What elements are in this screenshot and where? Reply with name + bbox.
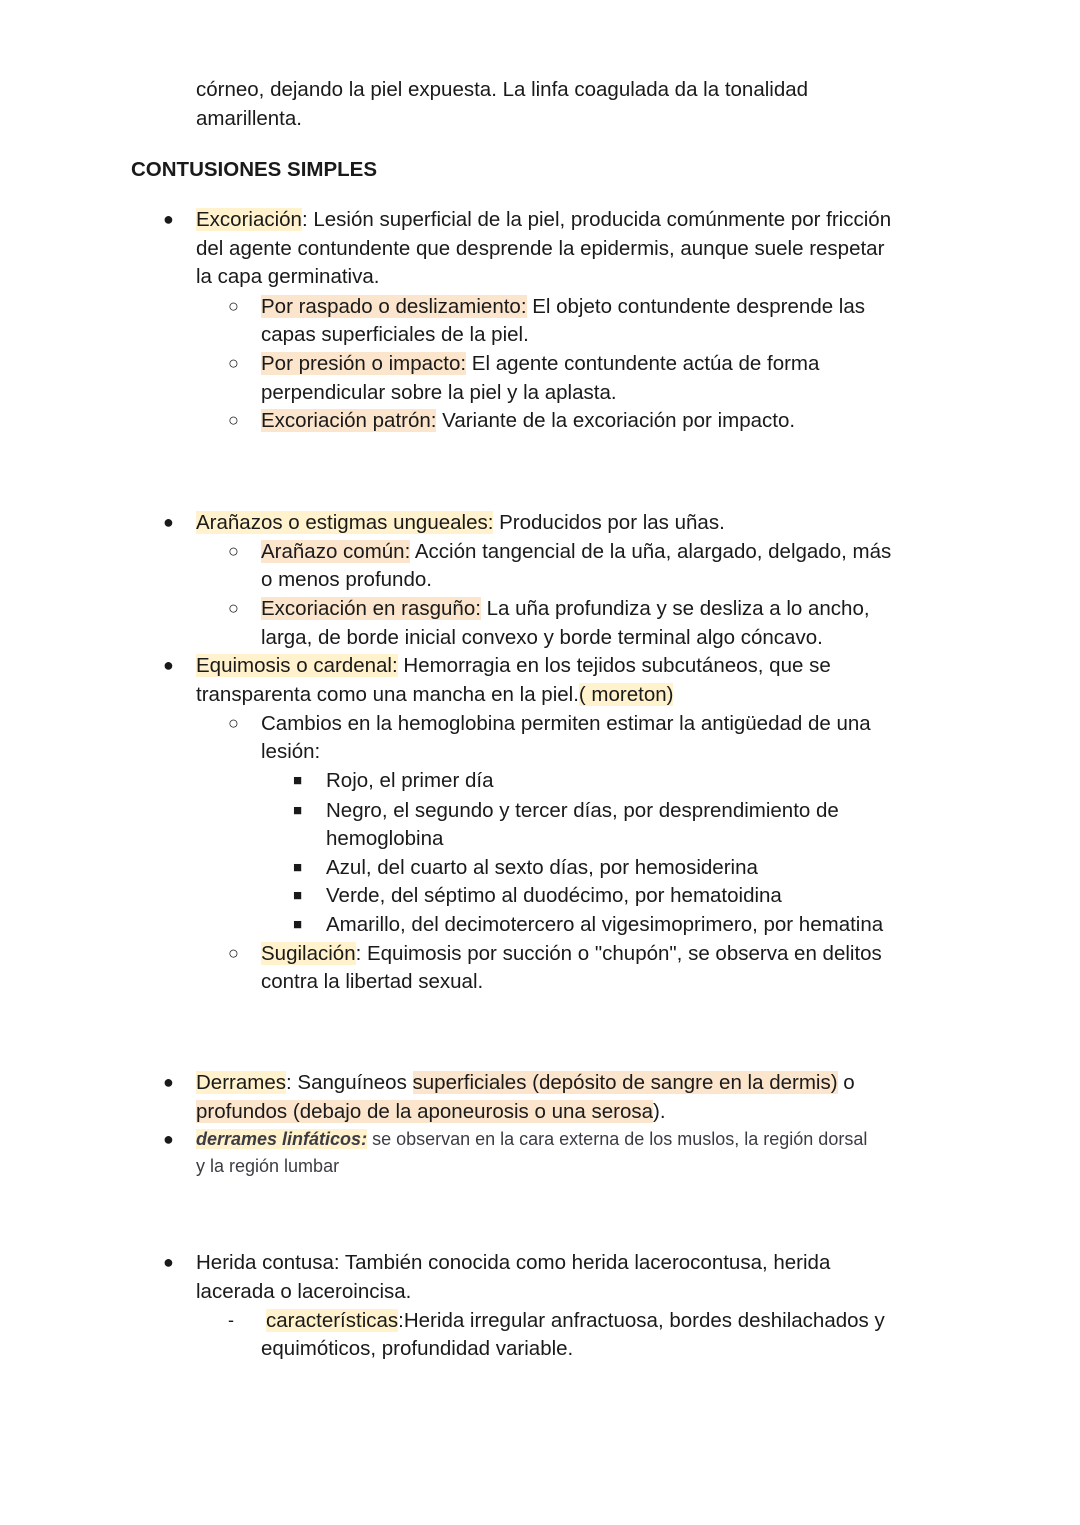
bullet-square: ■	[293, 887, 303, 904]
color-item: Verde, del séptimo al duodécimo, por hematoidina	[326, 884, 782, 907]
rasguno-line-1: Excoriación en rasguño: La uña profundiza y se desliza a lo ancho,	[261, 597, 870, 620]
excoriacion-line-3: la capa germinativa.	[196, 265, 380, 288]
bullet-square: ■	[293, 916, 303, 933]
bullet-circle: ○	[228, 598, 239, 618]
sugilacion-term: Sugilación	[261, 942, 356, 965]
intro-line-1: córneo, dejando la piel expuesta. La linfa coagulada da la tonalidad	[196, 78, 809, 101]
bullet-circle: ○	[228, 353, 239, 373]
presion-line-2: perpendicular sobre la piel y la aplasta.	[261, 381, 617, 404]
linfaticos-term: derrames linfáticos:	[196, 1129, 368, 1149]
color-item: Rojo, el primer día	[326, 769, 494, 792]
aranazos-line-1: Arañazos o estigmas ungueales: Producidos por las uñas.	[196, 511, 725, 534]
herida-line-2: lacerada o laceroincisa.	[196, 1280, 412, 1303]
presion-term: Por presión o impacto:	[261, 352, 467, 375]
sugilacion-line-1: Sugilación: Equimosis por succión o "chupón", se observa en delitos	[261, 942, 882, 965]
herida-line-1: Herida contusa: También conocida como herida lacerocontusa, herida	[196, 1251, 831, 1274]
raspado-line-1: Por raspado o deslizamiento: El objeto contundente desprende las	[261, 295, 866, 318]
derrames-profundos: profundos (debajo de la aponeurosis o una serosa	[196, 1100, 654, 1123]
color-item: Negro, el segundo y tercer días, por desprendimiento de	[326, 799, 839, 822]
color-item: Azul, del cuarto al sexto días, por hemosiderina	[326, 856, 758, 879]
moreton-note: ( moreton)	[578, 683, 674, 706]
derrames-superficiales: superficiales (depósito de sangre en la dermis)	[412, 1071, 838, 1094]
derrames-term: Derrames	[196, 1071, 286, 1094]
excoriacion-line-1: Excoriación: Lesión superficial de la piel, producida comúnmente por fricción	[196, 208, 892, 231]
bullet-disc: ●	[163, 655, 174, 675]
equimosis-term: Equimosis o cardenal:	[196, 654, 398, 677]
section-heading: CONTUSIONES SIMPLES	[131, 158, 378, 181]
cambios-line-1: Cambios en la hemoglobina permiten estimar la antigüedad de una	[261, 712, 871, 735]
bullet-circle: ○	[228, 541, 239, 561]
derrames-line-2: profundos (debajo de la aponeurosis o una serosa).	[196, 1100, 666, 1123]
raspado-line-2: capas superficiales de la piel.	[261, 323, 529, 346]
bullet-circle: ○	[228, 943, 239, 963]
aranazo-comun-term: Arañazo común:	[261, 540, 411, 563]
bullet-disc: ●	[163, 209, 174, 229]
equimosis-line-2: transparenta como una mancha en la piel.( moreton)	[196, 683, 674, 706]
caracteristicas-line-2: equimóticos, profundidad variable.	[261, 1337, 574, 1360]
sugilacion-line-2: contra la libertad sexual.	[261, 970, 484, 993]
bullet-circle: ○	[228, 296, 239, 316]
bullet-circle: ○	[228, 713, 239, 733]
bullet-dash: -	[228, 1310, 234, 1330]
raspado-term: Por raspado o deslizamiento:	[261, 295, 527, 318]
color-item: Amarillo, del decimotercero al vigesimoprimero, por hematina	[326, 913, 884, 936]
bullet-disc: ●	[163, 1129, 174, 1149]
bullet-disc: ●	[163, 1072, 174, 1092]
cambios-line-2: lesión:	[261, 740, 321, 763]
aranazo-comun-line-1: Arañazo común: Acción tangencial de la uña, alargado, delgado, más	[261, 540, 892, 563]
linfaticos-line-2: y la región lumbar	[196, 1156, 340, 1176]
rasguno-term: Excoriación en rasguño:	[261, 597, 481, 620]
presion-line-1: Por presión o impacto: El agente contundente actúa de forma	[261, 352, 820, 375]
rasguno-line-2: larga, de borde inicial convexo y borde terminal algo cóncavo.	[261, 626, 823, 649]
caracteristicas-term: características	[266, 1309, 399, 1332]
linfaticos-line-1: derrames linfáticos: se observan en la cara externa de los muslos, la región dorsal	[196, 1129, 868, 1149]
bullet-circle: ○	[228, 410, 239, 430]
bullet-square: ■	[293, 859, 303, 876]
bullet-square: ■	[293, 772, 303, 789]
color-item-continued: hemoglobina	[326, 827, 444, 850]
bullet-disc: ●	[163, 1252, 174, 1272]
caracteristicas-line-1: características:Herida irregular anfractuosa, bordes deshilachados y	[266, 1309, 885, 1332]
patron-line-1: Excoriación patrón: Variante de la excoriación por impacto.	[261, 409, 796, 432]
excoriacion-line-2: del agente contundente que desprende la epidermis, aunque suele respetar	[196, 237, 885, 260]
equimosis-line-1: Equimosis o cardenal: Hemorragia en los tejidos subcutáneos, que se	[196, 654, 831, 677]
aranazo-comun-line-2: o menos profundo.	[261, 568, 432, 591]
aranazos-term: Arañazos o estigmas ungueales:	[196, 511, 494, 534]
patron-term: Excoriación patrón:	[261, 409, 437, 432]
bullet-disc: ●	[163, 512, 174, 532]
bullet-square: ■	[293, 802, 303, 819]
derrames-line-1: Derrames: Sanguíneos superficiales (depósito de sangre en la dermis) o	[196, 1071, 855, 1094]
intro-line-2: amarillenta.	[196, 107, 302, 130]
excoriacion-term: Excoriación	[196, 208, 302, 231]
